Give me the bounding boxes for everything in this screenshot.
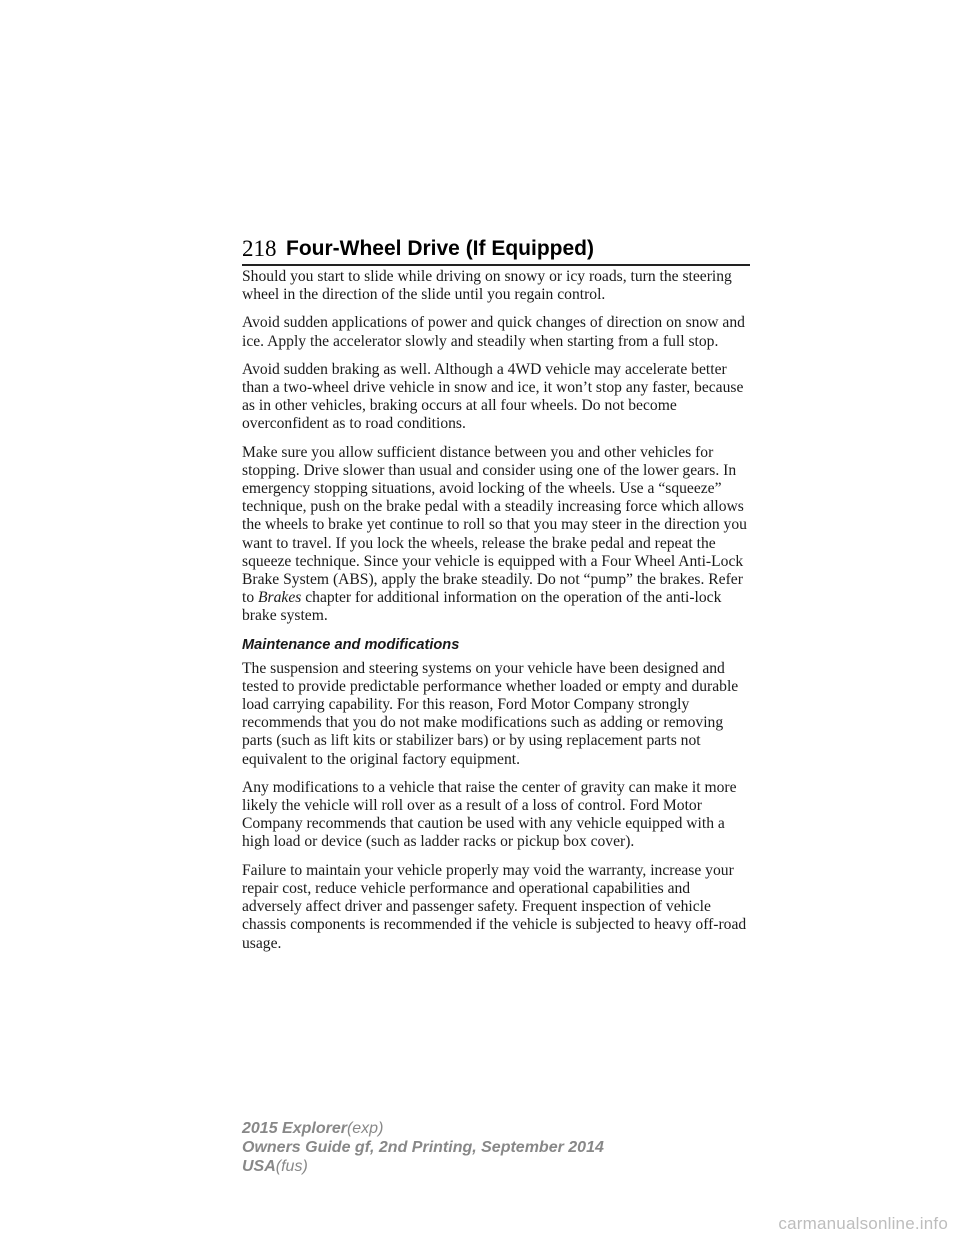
paragraph-avoid-sudden-power: Avoid sudden applications of power and quick changes of direction on snow and ice. Apply the accelerator slowly and steadily when starting from a full stop. bbox=[242, 314, 745, 350]
section-heading-maintenance: Maintenance and modifications bbox=[242, 636, 460, 653]
page-footer bbox=[242, 1119, 604, 1176]
paragraph-slide-control: Should you start to slide while driving on snowy or icy roads, turn the steering wheel in the direction of the slide until you regain control. bbox=[242, 268, 732, 304]
chapter-title: Four-Wheel Drive (If Equipped) bbox=[286, 237, 594, 260]
footer-region-code: (fus) bbox=[275, 1158, 308, 1175]
page-body bbox=[242, 268, 750, 963]
paragraph-suspension-design: The suspension and steering systems on your vehicle have been designed and tested to provide predictable performance whether loaded or empty and durable load carrying capability. For this reason, Ford Motor Company strongly recommends that you do not make modifications such as adding or removing parts (such as lift kits or stabilizer bars) or by using replacement parts not equivalent to the original factory equipment. bbox=[242, 659, 739, 768]
paragraph-maintenance-warranty: Failure to maintain your vehicle properly may void the warranty, increase your repair cost, reduce vehicle performance and operational capabilities and adversely affect driver and passenger safety. Frequent inspection of vehicle chassis components is recommended if the vehicle is subjected to heavy off-road usage. bbox=[242, 861, 747, 952]
footer-region: USA bbox=[242, 1158, 276, 1175]
footer-guide-line: Owners Guide gf, 2nd Printing, September 2014 bbox=[242, 1139, 604, 1156]
footer-model: 2015 Explorer bbox=[242, 1120, 347, 1137]
paragraph-center-of-gravity: Any modifications to a vehicle that raise the center of gravity can make it more likely the vehicle will roll over as a result of a loss of control. Ford Motor Company recommends that caution be used with any vehicle equipped with a high load or device (such as ladder racks or pickup box cover). bbox=[242, 778, 737, 851]
watermark-text: carmanualsonline.info bbox=[778, 1214, 948, 1233]
footer-region-line bbox=[242, 1157, 604, 1176]
page-header bbox=[242, 228, 750, 266]
footer-model-line bbox=[242, 1119, 604, 1138]
paragraph-stopping-distance bbox=[242, 444, 750, 626]
footer-model-code: (exp) bbox=[346, 1120, 384, 1137]
stopping-distance-text-end: chapter for additional information on the operation of the anti-lock brake system. bbox=[242, 589, 722, 625]
page-number: 218 bbox=[242, 236, 277, 261]
brakes-chapter-link[interactable]: Brakes bbox=[258, 589, 302, 607]
paragraph-avoid-sudden-braking: Avoid sudden braking as well. Although a 4WD vehicle may accelerate better than a two-wheel drive vehicle in snow and ice, it won’t stop any faster, because as in other vehicles, braking occurs at all four wheels. Do not become overconfident as to road conditions. bbox=[242, 360, 744, 433]
stopping-distance-text: Make sure you allow sufficient distance between you and other vehicles for stopping. Drive slower than usual and consider using one of the lower gears. In emergency stopping situations, avoid locking of the wheels. Use a “squeeze” technique, push on the brake pedal with a steadily increasing force which allows the wheels to brake yet continue to roll so that you may steer in the direction you want to travel. If you lock the wheels, release the brake pedal and repeat the squeeze technique. Since your vehicle is equipped with a Four Wheel Anti-Lock Brake System (ABS), apply the brake steadily. Do not “pump” the brakes. Refer to bbox=[242, 443, 747, 607]
